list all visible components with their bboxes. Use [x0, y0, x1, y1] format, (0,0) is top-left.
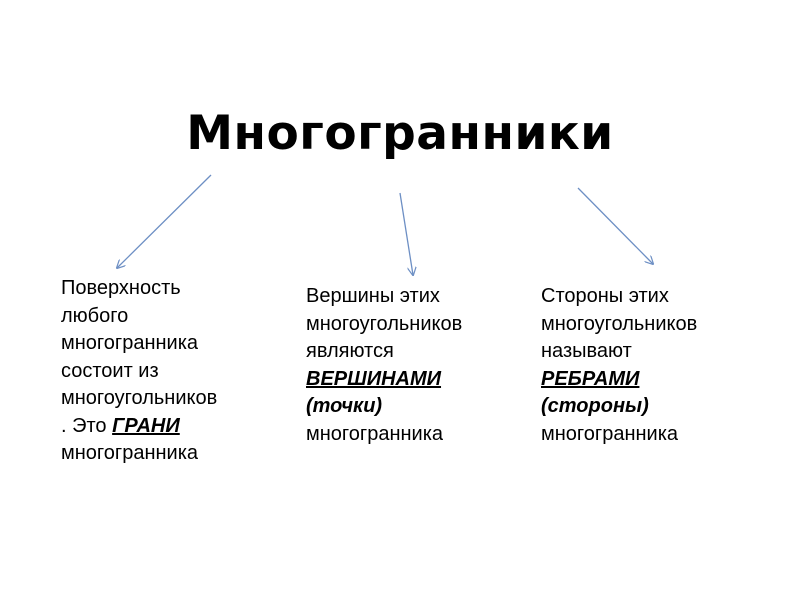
vertices-term-note: (точки) — [306, 395, 383, 417]
vertices-term: ВЕРШИНАМИ — [306, 367, 442, 390]
text-line: многоугольников — [306, 312, 463, 335]
edges-description — [541, 283, 697, 448]
text-fragment: . Это — [61, 414, 113, 437]
faces-description — [61, 275, 217, 468]
text-line: многогранника — [61, 332, 199, 354]
text-line: многоугольников — [61, 387, 218, 409]
faces-term: ГРАНИ — [112, 414, 180, 437]
text-line: называют — [541, 340, 632, 362]
edges-term: РЕБРАМИ — [541, 367, 640, 390]
text-line: многогранника — [61, 442, 199, 464]
text-line: Вершины этих — [306, 285, 440, 307]
arrow-to-edges — [578, 188, 653, 264]
text-line: любого — [61, 304, 129, 327]
text-line: состоит из — [61, 359, 159, 382]
arrow-to-vertices — [400, 193, 413, 275]
text-line: являются — [306, 340, 394, 362]
arrow-to-faces — [117, 175, 211, 268]
text-line: Стороны этих — [541, 285, 669, 307]
edges-term-note: (стороны) — [541, 395, 649, 417]
text-line: многогранника — [306, 422, 444, 445]
text-line: многоугольников — [541, 312, 698, 335]
text-line: многогранника — [541, 422, 679, 445]
text-line — [61, 413, 217, 441]
diagram-title: Многогранники — [186, 106, 614, 161]
vertices-description — [306, 283, 462, 448]
text-line: Поверхность — [61, 277, 181, 299]
